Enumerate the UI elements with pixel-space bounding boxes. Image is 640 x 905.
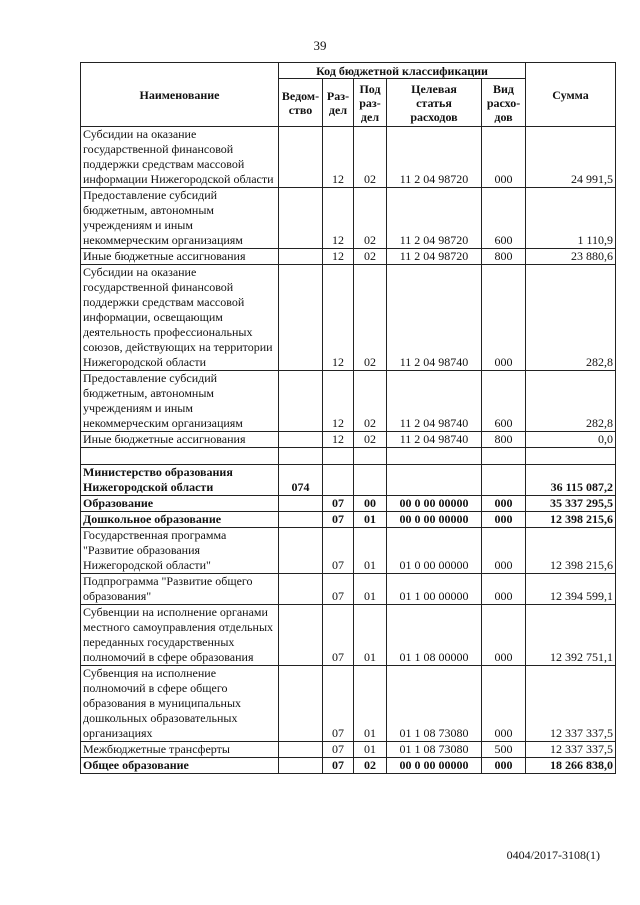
- table-row: [81, 742, 616, 758]
- header-name: Наименование: [81, 63, 279, 127]
- row-name: Межбюджетные трансферты: [81, 742, 279, 758]
- header-podrazdel: Под раз- дел: [354, 79, 387, 127]
- row-expense-type: [482, 448, 526, 465]
- row-razdel: 12: [323, 371, 354, 432]
- table-row: [81, 605, 616, 666]
- row-name: Общее образование: [81, 758, 279, 774]
- row-podrazdel: 02: [354, 432, 387, 448]
- row-target-article: 11 2 04 98720: [387, 127, 482, 188]
- table-row: [81, 528, 616, 574]
- row-razdel: 07: [323, 742, 354, 758]
- header-classification-group: Код бюджетной классификации: [279, 63, 526, 79]
- budget-table: [80, 62, 616, 774]
- row-name: Иные бюджетные ассигнования: [81, 432, 279, 448]
- row-target-article: [387, 465, 482, 496]
- row-sum: 23 880,6: [526, 249, 616, 265]
- row-expense-type: 000: [482, 574, 526, 605]
- row-vedomstvo: [279, 512, 323, 528]
- row-target-article: 01 1 00 00000: [387, 574, 482, 605]
- header-sum: Сумма: [526, 63, 616, 127]
- row-vedomstvo: [279, 371, 323, 432]
- header-vedomstvo: Ведом- ство: [279, 79, 323, 127]
- row-vedomstvo: 074: [279, 465, 323, 496]
- row-expense-type: 600: [482, 188, 526, 249]
- row-name: Государственная программа "Развитие образования Нижегородской области": [81, 528, 279, 574]
- row-vedomstvo: [279, 574, 323, 605]
- row-podrazdel: 01: [354, 512, 387, 528]
- row-sum: 12 337 337,5: [526, 666, 616, 742]
- row-expense-type: 000: [482, 265, 526, 371]
- row-vedomstvo: [279, 265, 323, 371]
- row-sum: 12 392 751,1: [526, 605, 616, 666]
- row-razdel: [323, 448, 354, 465]
- row-sum: 12 398 215,6: [526, 528, 616, 574]
- row-vedomstvo: [279, 188, 323, 249]
- row-razdel: 12: [323, 432, 354, 448]
- row-sum: 35 337 295,5: [526, 496, 616, 512]
- table-row: [81, 758, 616, 774]
- row-razdel: 07: [323, 758, 354, 774]
- row-target-article: 01 1 08 73080: [387, 666, 482, 742]
- row-razdel: 12: [323, 188, 354, 249]
- row-target-article: 11 2 04 98720: [387, 249, 482, 265]
- row-target-article: 11 2 04 98740: [387, 371, 482, 432]
- row-podrazdel: 02: [354, 371, 387, 432]
- row-podrazdel: 02: [354, 188, 387, 249]
- row-expense-type: 000: [482, 758, 526, 774]
- row-sum: 12 337 337,5: [526, 742, 616, 758]
- row-razdel: 07: [323, 512, 354, 528]
- row-expense-type: 000: [482, 605, 526, 666]
- row-razdel: 07: [323, 574, 354, 605]
- row-sum: 36 115 087,2: [526, 465, 616, 496]
- row-sum: 282,8: [526, 265, 616, 371]
- row-target-article: 11 2 04 98740: [387, 432, 482, 448]
- row-podrazdel: 02: [354, 249, 387, 265]
- row-podrazdel: 02: [354, 758, 387, 774]
- row-name: Субвенция на исполнение полномочий в сфере общего образования в муниципальных дошкольных образовательных организациях: [81, 666, 279, 742]
- row-expense-type: 000: [482, 512, 526, 528]
- row-target-article: 01 1 08 00000: [387, 605, 482, 666]
- row-vedomstvo: [279, 249, 323, 265]
- row-target-article: 00 0 00 00000: [387, 758, 482, 774]
- table-row: [81, 512, 616, 528]
- row-name: Субвенции на исполнение органами местного самоуправления отдельных переданных государственных полномочий в сфере образования: [81, 605, 279, 666]
- row-expense-type: 000: [482, 528, 526, 574]
- table-row: [81, 666, 616, 742]
- row-podrazdel: 02: [354, 265, 387, 371]
- row-expense-type: 000: [482, 127, 526, 188]
- row-vedomstvo: [279, 496, 323, 512]
- row-name: Предоставление субсидий бюджетным, автономным учреждениям и иным некоммерческим организациям: [81, 371, 279, 432]
- row-sum: 24 991,5: [526, 127, 616, 188]
- row-podrazdel: [354, 448, 387, 465]
- row-name: Подпрограмма "Развитие общего образования": [81, 574, 279, 605]
- row-razdel: 07: [323, 528, 354, 574]
- row-expense-type: 600: [482, 371, 526, 432]
- page-number: 39: [313, 38, 327, 53]
- row-name: Образование: [81, 496, 279, 512]
- row-expense-type: 500: [482, 742, 526, 758]
- document-code: 0404/2017-3108(1): [506, 848, 600, 862]
- row-sum: 0,0: [526, 432, 616, 448]
- table-row: [81, 249, 616, 265]
- row-target-article: 11 2 04 98740: [387, 265, 482, 371]
- row-razdel: 12: [323, 249, 354, 265]
- row-name: Министерство образования Нижегородской области: [81, 465, 279, 496]
- row-expense-type: 000: [482, 496, 526, 512]
- row-sum: 12 394 599,1: [526, 574, 616, 605]
- row-podrazdel: 01: [354, 574, 387, 605]
- row-vedomstvo: [279, 432, 323, 448]
- table-row: [81, 188, 616, 249]
- row-vedomstvo: [279, 528, 323, 574]
- header-target-article: Целевая статья расходов: [387, 79, 482, 127]
- row-vedomstvo: [279, 758, 323, 774]
- row-podrazdel: 00: [354, 496, 387, 512]
- row-vedomstvo: [279, 127, 323, 188]
- row-sum: [526, 448, 616, 465]
- row-vedomstvo: [279, 666, 323, 742]
- row-podrazdel: 02: [354, 127, 387, 188]
- table-body: [81, 127, 616, 774]
- row-target-article: 01 1 08 73080: [387, 742, 482, 758]
- row-name: Иные бюджетные ассигнования: [81, 249, 279, 265]
- row-target-article: 00 0 00 00000: [387, 496, 482, 512]
- row-name: Субсидии на оказание государственной финансовой поддержки средствам массовой информации, освещающим деятельность профессиональных союзов, действующих на территории Нижегородской области: [81, 265, 279, 371]
- row-podrazdel: [354, 465, 387, 496]
- row-target-article: 11 2 04 98720: [387, 188, 482, 249]
- row-razdel: 07: [323, 605, 354, 666]
- header-razdel: Раз- дел: [323, 79, 354, 127]
- table-row: [81, 496, 616, 512]
- row-expense-type: 000: [482, 666, 526, 742]
- table-row: [81, 371, 616, 432]
- row-target-article: [387, 448, 482, 465]
- row-sum: 12 398 215,6: [526, 512, 616, 528]
- table-row: [81, 448, 616, 465]
- row-vedomstvo: [279, 448, 323, 465]
- row-vedomstvo: [279, 742, 323, 758]
- row-sum: 1 110,9: [526, 188, 616, 249]
- row-expense-type: 800: [482, 249, 526, 265]
- row-name: [81, 448, 279, 465]
- row-target-article: 01 0 00 00000: [387, 528, 482, 574]
- table-row: [81, 432, 616, 448]
- row-name: Предоставление субсидий бюджетным, автономным учреждениям и иным некоммерческим организациям: [81, 188, 279, 249]
- header-expense-type: Вид расхо- дов: [482, 79, 526, 127]
- row-expense-type: 800: [482, 432, 526, 448]
- row-target-article: 00 0 00 00000: [387, 512, 482, 528]
- row-sum: 18 266 838,0: [526, 758, 616, 774]
- row-name: Дошкольное образование: [81, 512, 279, 528]
- row-podrazdel: 01: [354, 528, 387, 574]
- row-expense-type: [482, 465, 526, 496]
- row-razdel: 07: [323, 666, 354, 742]
- table-row: [81, 574, 616, 605]
- table-row: [81, 127, 616, 188]
- row-razdel: 07: [323, 496, 354, 512]
- table-row: [81, 465, 616, 496]
- row-podrazdel: 01: [354, 742, 387, 758]
- row-name: Субсидии на оказание государственной финансовой поддержки средствам массовой информации Нижегородской области: [81, 127, 279, 188]
- row-razdel: 12: [323, 265, 354, 371]
- table-row: [81, 265, 616, 371]
- row-razdel: 12: [323, 127, 354, 188]
- row-vedomstvo: [279, 605, 323, 666]
- row-razdel: [323, 465, 354, 496]
- row-podrazdel: 01: [354, 666, 387, 742]
- row-podrazdel: 01: [354, 605, 387, 666]
- row-sum: 282,8: [526, 371, 616, 432]
